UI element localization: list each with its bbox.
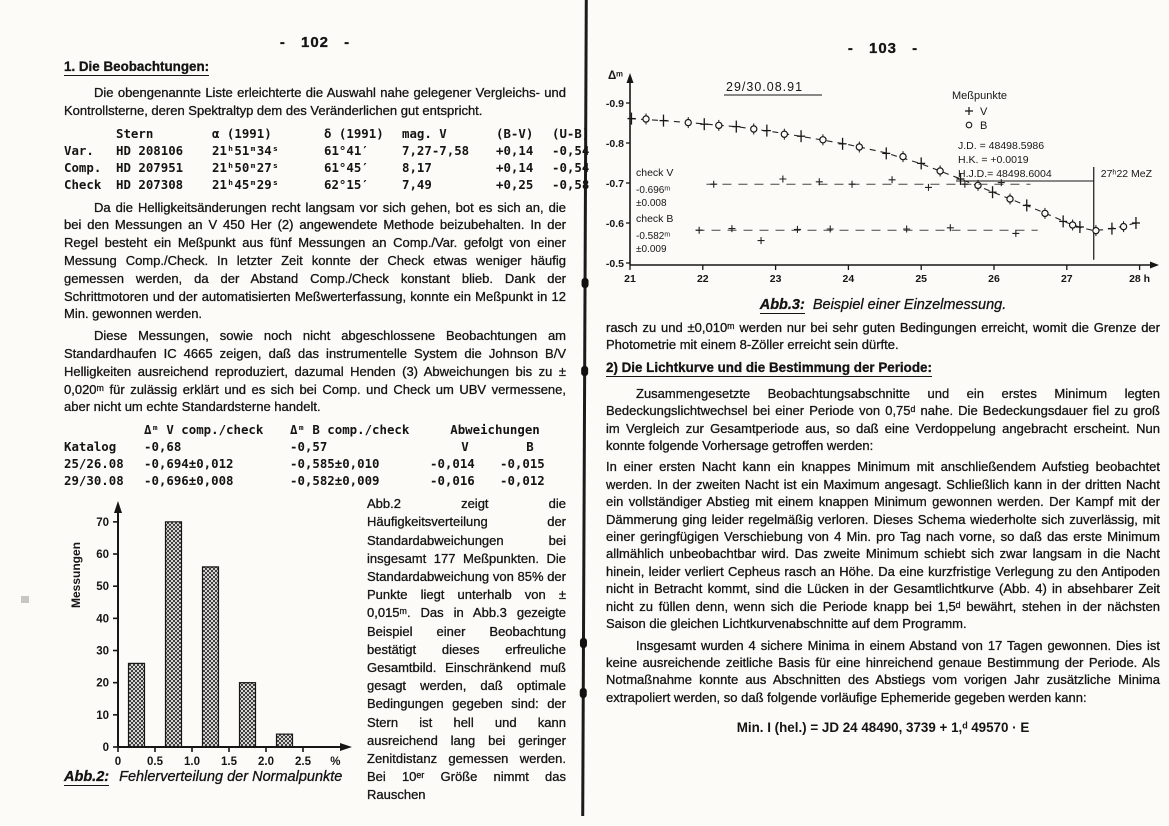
svg-text:25: 25 bbox=[915, 273, 928, 285]
cell: V bbox=[461, 439, 469, 455]
paragraph: Insgesamt wurden 4 sichere Minima in einem Abstand von 17 Tagen gewonnen. Dies ist keine ausreichende zeitliche Basis für eine hinreichend genaue Bestimmung der Periode. Als Notmaßnahme konnte aus Abschnitten des Abstiegs vom vorigen Jahr zusätzliche Minima extrapoliert werden, so daß folgende vorläufige Ephemeride gegeben werden kann: bbox=[606, 637, 1160, 705]
col-header: Abweichungen bbox=[450, 422, 540, 438]
svg-text:21: 21 bbox=[624, 273, 636, 285]
table-row bbox=[64, 472, 566, 489]
svg-text:-0.7: -0.7 bbox=[606, 178, 624, 190]
star-table-header bbox=[64, 125, 590, 142]
svg-text:70: 70 bbox=[96, 517, 109, 530]
svg-text:-0.6: -0.6 bbox=[606, 218, 624, 230]
svg-text:-0.5: -0.5 bbox=[606, 258, 624, 270]
svg-text:%: % bbox=[330, 756, 341, 768]
svg-text:2.0: 2.0 bbox=[258, 756, 274, 768]
cell: 29/30.08 bbox=[64, 473, 124, 489]
cell: 7,27-7,58 bbox=[402, 142, 470, 158]
cell: 21ʰ50ᵐ27ˢ bbox=[212, 159, 280, 175]
paragraph: Abb.2 zeigt die Häufigkeitsverteilung der Standardabweichungen bei insgesamt 177 Meßpunkten. Die Standardabweichung von 85% der Punkte liegt unterhalb von ± 0,015ᵐ. Das in Abb.3 gezeigte Beispiel einer Beobachtung bestätigt dieses erfreuliche Gesamtbild. Einschränkend muß gesagt werden, daß optimale Bedingungen gegeben sind: der Stern ist hell und kann ausreichend lang bei geringer Zenitdistanz gemessen werden. Bei 10ᵉʳ Größe nimmt das Rauschen bbox=[367, 496, 566, 803]
deviation-table-header bbox=[64, 421, 566, 438]
svg-text:-0.696ᵐ: -0.696ᵐ bbox=[636, 185, 671, 197]
figure2-caption-text: Fehlerverteilung der Normalpunkte bbox=[119, 769, 343, 786]
svg-text:60: 60 bbox=[96, 549, 109, 562]
svg-text:50: 50 bbox=[96, 581, 109, 594]
svg-text:0: 0 bbox=[114, 756, 122, 768]
svg-text:23: 23 bbox=[769, 273, 782, 285]
cell: +0,25 bbox=[496, 176, 534, 192]
svg-text:-0.582ᵐ: -0.582ᵐ bbox=[636, 231, 671, 243]
page-number: - 102 - bbox=[279, 34, 351, 51]
svg-text:0.5: 0.5 bbox=[147, 756, 163, 768]
cell: Var. bbox=[64, 142, 94, 158]
cell: 25/26.08 bbox=[64, 456, 124, 472]
cell: -0,016 bbox=[430, 473, 475, 489]
svg-text:10: 10 bbox=[96, 709, 109, 722]
svg-text:2.5: 2.5 bbox=[295, 756, 311, 768]
svg-text:27: 27 bbox=[1060, 273, 1073, 285]
svg-text:1.5: 1.5 bbox=[221, 756, 237, 768]
cell: 21ʰ45ᵐ29ˢ bbox=[212, 176, 280, 192]
svg-text:H.J.D.= 48498.6004: H.J.D.= 48498.6004 bbox=[958, 168, 1052, 180]
svg-text:B: B bbox=[980, 120, 988, 132]
svg-text:-0.9: -0.9 bbox=[606, 98, 624, 110]
svg-text:H.K. = +0.0019: H.K. = +0.0019 bbox=[958, 154, 1029, 166]
figure2-caption bbox=[64, 769, 359, 785]
cell: HD 207308 bbox=[116, 176, 184, 192]
star-table bbox=[64, 125, 590, 193]
cell: -0,012 bbox=[500, 473, 545, 489]
svg-text:24: 24 bbox=[842, 273, 855, 285]
cell: 7,49 bbox=[402, 176, 432, 192]
cell bbox=[64, 421, 144, 438]
col-header: Stern bbox=[116, 125, 154, 141]
svg-text:26: 26 bbox=[988, 273, 1000, 285]
col-header: (B-V) bbox=[496, 125, 534, 141]
deviation-table bbox=[64, 421, 566, 489]
paragraph: In einer ersten Nacht kann ein knappes Minimum mit anschließendem Aufstieg beobachtet werden. In der zweiten Nacht ist ein Maximum angesagt. Schließlich kann in der dritten Nacht ein vollständiger Abstieg mit einem knappen Minimum gewonnen werden. Der Kampf mit der Dämmerung ging leider regelmäßig verloren. Dieses Schema wiederholte sich zuverlässig, mit einer geringfügigen Verschiebung von 4 Min. pro Tag nach vorne, so daß das erste Minimum allmählich unbeobachtbar wird. Das zweite Minimum schiebt sich zwar langsam in die Nacht hinein, leider verliert Cepheus rasch an Höhe. Da eine kurzfristige Verlegung zu den Antipoden nicht in Betracht kommt, sind die Lücken in der Gesamtlichtkurve (Abb. 4) in absehbarer Zeit nicht zu füllen denn, wenn sich die Periode knapp bei 1,5ᵈ bewährt, stehen in der nächsten Saison die gleichen Lichtkurvenabschnitte auf dem Programm. bbox=[606, 459, 1160, 632]
col-header: (U-B) bbox=[552, 125, 590, 141]
figure2-side-text bbox=[359, 495, 566, 808]
cell: Comp. bbox=[64, 159, 102, 175]
col-header: Δᵐ B comp./check bbox=[290, 422, 410, 438]
svg-text:28 h: 28 h bbox=[1129, 273, 1151, 285]
cell: 62°15′ bbox=[324, 176, 369, 192]
binding-notch bbox=[580, 688, 587, 698]
table-row bbox=[64, 142, 590, 159]
page-number: - 103 - bbox=[847, 40, 919, 57]
cell: -0,694±0,012 bbox=[144, 456, 234, 472]
cell: 61°41′ bbox=[324, 142, 369, 158]
svg-text:20: 20 bbox=[96, 677, 109, 690]
svg-text:22: 22 bbox=[696, 273, 709, 285]
table-row bbox=[64, 159, 590, 176]
svg-text:40: 40 bbox=[96, 613, 109, 626]
cell: -0,015 bbox=[500, 456, 545, 472]
scan-speck bbox=[21, 596, 29, 603]
col-header: Δᵐ V comp./check bbox=[144, 422, 264, 438]
figure3-caption-text: Beispiel einer Einzelmessung. bbox=[812, 297, 1007, 313]
binding-notch bbox=[582, 278, 589, 288]
cell: -0,54 bbox=[552, 142, 590, 158]
section-heading-beobachtungen: 1. Die Beobachtungen: bbox=[64, 59, 210, 74]
binding-notch bbox=[581, 366, 588, 376]
abb3-lightcurve-chart bbox=[606, 63, 1160, 295]
svg-text:Messungen: Messungen bbox=[69, 542, 83, 609]
cell: HD 207951 bbox=[116, 159, 184, 175]
paragraph: Zusammengesetzte Beobachtungsabschnitte und ein erstes Minimum legten Bedeckungslichtwechsel bei einer Periode von 0,75ᵈ nahe. Die Bedeckungsdauer fiel zu groß im Vergleich zur Gesamtperiode aus, so daß eine Verdoppelung angebracht erscheint. Nun konnte folgende Vorhersage getroffen werden: bbox=[606, 385, 1160, 454]
cell: -0,585±0,010 bbox=[290, 456, 380, 472]
cell: -0,58 bbox=[552, 176, 590, 192]
figure3-caption bbox=[606, 297, 1160, 313]
cell: 61°45′ bbox=[324, 159, 369, 175]
cell: Katalog bbox=[64, 439, 117, 455]
figure2-caption-label: Abb.2: bbox=[64, 769, 110, 786]
page-binding-line bbox=[581, 0, 588, 816]
svg-text:check B: check B bbox=[636, 213, 674, 226]
cell: 21ʰ51ᵐ34ˢ bbox=[212, 142, 280, 158]
paragraph: Da die Helligkeitsänderungen recht langsam vor sich gehen, bot es sich an, die bei den Messungen an V 450 Her (2) angewendete Methode beizubehalten. In der Regel besteht ein Meßpunkt aus fünf Messungen an Comp./Var. gefolgt von einer Messung Comp./Check. In letzter Zeit konnte der Check etwas weniger häufig gemessen werden, da der Abstand Comp./Check konstant blieb. Dank der Schrittmotoren und der automatisierten Meßwerterfassung, konnte ein Meßpunkt in 12 Min. gewonnen werden. bbox=[64, 199, 566, 322]
cell: -0,696±0,008 bbox=[144, 473, 234, 489]
page-102 bbox=[64, 34, 590, 809]
svg-text:V: V bbox=[980, 106, 988, 118]
col-header: α (1991) bbox=[212, 125, 272, 141]
paragraph: Die obengenannte Liste erleichterte die Auswahl nahe gelegener Vergleichs- und Kontrollsterne, deren Spektraltyp dem des Veränderlichen gut entspricht. bbox=[64, 85, 566, 118]
svg-text:±0.008: ±0.008 bbox=[636, 198, 667, 210]
cell: B bbox=[526, 439, 534, 455]
paragraph: rasch zu und ±0,010ᵐ werden nur bei sehr guten Bedingungen erreicht, womit die Grenze der Photometrie mit einem 8-Zöller erreicht sein dürfte. bbox=[606, 320, 1160, 353]
table-row bbox=[64, 455, 566, 472]
cell: +0,14 bbox=[496, 159, 534, 175]
cell: +0,14 bbox=[496, 142, 534, 158]
figure2-block bbox=[64, 495, 359, 808]
svg-text:J.D. = 48498.5986: J.D. = 48498.5986 bbox=[958, 140, 1045, 152]
paragraph: Diese Messungen, sowie noch nicht abgeschlossene Beobachtungen am Standardhaufen IC 4665 zeigen, daß das instrumentelle System die Johnson B/V Helligkeiten ausreichend reproduziert, dazumal Henden (3) Abweichungen bis zu ± 0,020ᵐ für zulässig erklärt und es sich bei Comp. und Check um UBV vermessene, aber nicht um echte Standardsterne handelt. bbox=[64, 328, 566, 415]
svg-text:check V: check V bbox=[636, 167, 674, 180]
page-103 bbox=[606, 40, 1160, 735]
svg-text:Δᵐ: Δᵐ bbox=[608, 70, 623, 82]
svg-text:30: 30 bbox=[96, 645, 109, 658]
cell: -0,57 bbox=[290, 439, 328, 455]
table-row bbox=[64, 438, 566, 455]
figure3-caption-label: Abb.3: bbox=[759, 297, 805, 313]
ephemeris-formula: Min. I (hel.) = JD 24 48490, 3739 + 1,ᵈ 49570 · E bbox=[736, 720, 1030, 736]
col-header bbox=[64, 125, 116, 142]
cell: -0,014 bbox=[430, 456, 475, 472]
cell: HD 208106 bbox=[116, 142, 184, 158]
svg-text:-0.8: -0.8 bbox=[606, 138, 624, 150]
figure2-row bbox=[64, 495, 566, 808]
cell: Check bbox=[64, 176, 102, 192]
abb2-bar-chart bbox=[64, 495, 359, 767]
cell: -0,68 bbox=[144, 439, 182, 455]
svg-text:1.0: 1.0 bbox=[184, 756, 200, 768]
section-heading-lichtkurve: 2) Die Lichtkurve und die Bestimmung der Periode: bbox=[606, 359, 932, 375]
svg-text:0: 0 bbox=[102, 742, 109, 755]
svg-text:27ʰ22 MeZ: 27ʰ22 MeZ bbox=[1100, 168, 1153, 180]
cell: -0,582±0,009 bbox=[290, 473, 380, 489]
svg-text:29/30.08.91: 29/30.08.91 bbox=[726, 80, 804, 94]
svg-text:±0.009: ±0.009 bbox=[636, 244, 667, 256]
binding-notch bbox=[580, 638, 587, 648]
col-header: mag. V bbox=[402, 125, 447, 141]
svg-text:Meßpunkte: Meßpunkte bbox=[952, 90, 1008, 102]
table-row bbox=[64, 176, 590, 193]
col-header: δ (1991) bbox=[324, 125, 384, 141]
cell: -0,54 bbox=[552, 159, 590, 175]
cell: 8,17 bbox=[402, 159, 432, 175]
